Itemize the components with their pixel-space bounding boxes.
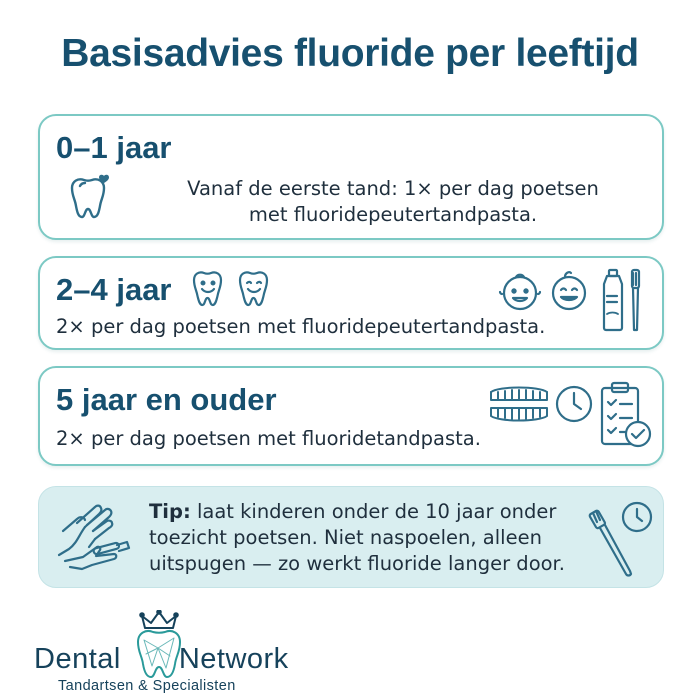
tip-line-text: laat kinderen onder de 10 jaar onder <box>196 500 557 523</box>
tip-card <box>38 486 664 588</box>
logo-subtitle: Tandartsen & Specialisten <box>58 678 236 694</box>
tip-line <box>149 499 589 525</box>
age-heading: 0–1 jaar <box>56 130 172 165</box>
smiling-tooth-icon <box>190 268 230 312</box>
age-description: 2× per dag poetsen met fluoridepeutertandpasta. <box>56 315 546 338</box>
tip-text <box>149 499 589 577</box>
checklist-icon <box>600 380 652 450</box>
teeth-set-icon <box>488 384 550 424</box>
age-card-0-1 <box>38 114 664 240</box>
age-card-5-plus <box>38 366 664 466</box>
clock-icon <box>554 384 594 424</box>
age-heading: 5 jaar en ouder <box>56 382 277 417</box>
dental-network-logo <box>30 610 310 694</box>
logo-name-right: Network <box>178 643 289 675</box>
supervising-hands-icon <box>55 501 139 577</box>
tooth-heart-icon <box>66 172 118 224</box>
age-description: 2× per dag poetsen met fluoridetandpasta. <box>56 427 481 450</box>
tip-line: uitspugen — zo werkt fluoride langer door. <box>149 552 565 575</box>
tip-line: toezicht poetsen. Niet naspoelen, alleen <box>149 526 542 549</box>
smiling-tooth-icon <box>236 268 276 312</box>
age-card-2-4 <box>38 256 664 350</box>
page-title: Basisadvies fluoride per leeftijd <box>61 32 639 75</box>
logo-name-left: Dental <box>34 643 121 675</box>
crown-tooth-logo-icon <box>132 610 186 680</box>
age-description-line: Vanaf de eerste tand: 1× per dag poetsen <box>187 177 599 200</box>
toothpaste-toothbrush-icon <box>602 266 646 336</box>
age-description <box>158 176 628 228</box>
toddler-face-icon <box>546 268 592 314</box>
age-description-line: met fluoridepeutertandpasta. <box>248 203 538 226</box>
toothbrush-clock-icon <box>587 501 655 579</box>
age-heading: 2–4 jaar <box>56 272 172 307</box>
tip-label: Tip: <box>149 500 191 523</box>
toddler-face-icon <box>498 270 542 314</box>
